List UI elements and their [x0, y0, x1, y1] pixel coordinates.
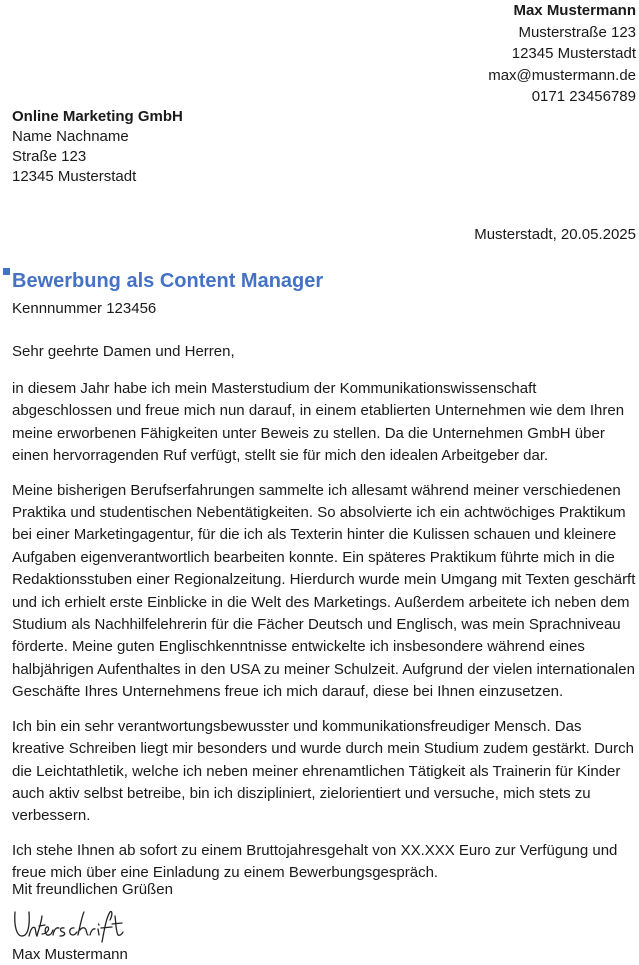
recipient-street: Straße 123 [12, 148, 87, 165]
closing-phrase: Mit freundlichen Grüßen [12, 881, 173, 898]
recipient-address-block [12, 107, 183, 187]
body-paragraph: Ich bin ein sehr verantwortungsbewusster und kommunikationsfreudiger Mensch. Das kreative Schreiben liegt mir besonders und wurde durch mein Studium zudem gestärkt. Durch die Leichtathletik, welche ich neben meiner ehrenamtlichen Tätigkeit als Trainerin für Kinder auch aktiv selbst betreibe, bin ich diszipliniert, zielorientiert und versuche, mich stets zu verbessern. [12, 717, 634, 825]
subject-line: Bewerbung als Content Manager [12, 270, 324, 292]
recipient-contact: Name Nachname [12, 128, 129, 145]
reference-number: Kennnummer 123456 [12, 300, 157, 317]
recipient-city: 12345 Musterstadt [12, 168, 137, 185]
handwritten-signature [12, 902, 132, 946]
salutation: Sehr geehrte Damen und Herren, [12, 343, 235, 360]
body-paragraph: Ich stehe Ihnen ab sofort zu einem Bruttojahresgehalt von XX.XXX Euro zur Verfügung und freue mich über eine Einladung zu einem Bewerbungsgespräch. [12, 841, 618, 882]
subject-marker [3, 268, 10, 275]
signature-name: Max Mustermann [12, 946, 128, 963]
sender-city: 12345 Musterstadt [511, 45, 636, 62]
sender-phone: 0171 23456789 [531, 88, 636, 105]
sender-address-block [488, 0, 636, 108]
sender-name: Max Mustermann [513, 2, 636, 19]
body-paragraph: in diesem Jahr habe ich mein Masterstudium der Kommunikationswissenschaft abgeschlossen und freue mich nun darauf, in einem etablierten Unternehmen wie dem Ihren meine erworbenen Fähigkeiten unter Beweis zu stellen. Da die Unternehmen GmbH über einen hervorragenden Ruf verfügt, stellt sie für mich den idealen Arbeitgeber dar. [12, 380, 625, 465]
sender-street: Musterstraße 123 [518, 23, 636, 41]
letter-body [12, 378, 636, 897]
sender-email: max@mustermann.de [488, 66, 636, 84]
recipient-company: Online Marketing GmbH [12, 108, 183, 125]
body-paragraph: Meine bisherigen Berufserfahrungen sammelte ich allesamt während meiner verschiedenen Praktika und studentischen Nebentätigkeiten. So absolvierte ich ein achtwöchiges Praktikum bei einer Marketingagentur, für die ich als Texterin hinter die Kulissen schauen und kleinere Aufgaben eigenverantwortlich bearbeiten konnte. Ein späteres Praktikum führte mich in die Redaktionsstuben einer Regionalzeitung. Hierdurch wurde mein Umgang mit Texten geschärft und ich erhielt erste Einblicke in die Welt des Marketings. Außerdem arbeitete ich neben dem Studium als Nachhilfelehrerin für die Fächer Deutsch und Englisch, was mein Sprachniveau förderte. Meine guten Englischkenntnisse entwickelte ich insbesondere während eines halbjährigen Aufenthaltes in den USA zu meiner Schulzeit. Aufgrund der vielen internationalen Geschäfte Ihres Unternehmens freue ich mich darauf, diese bei Ihnen einzusetzen. [12, 481, 636, 701]
letter-date: Musterstadt, 20.05.2025 [474, 226, 636, 243]
